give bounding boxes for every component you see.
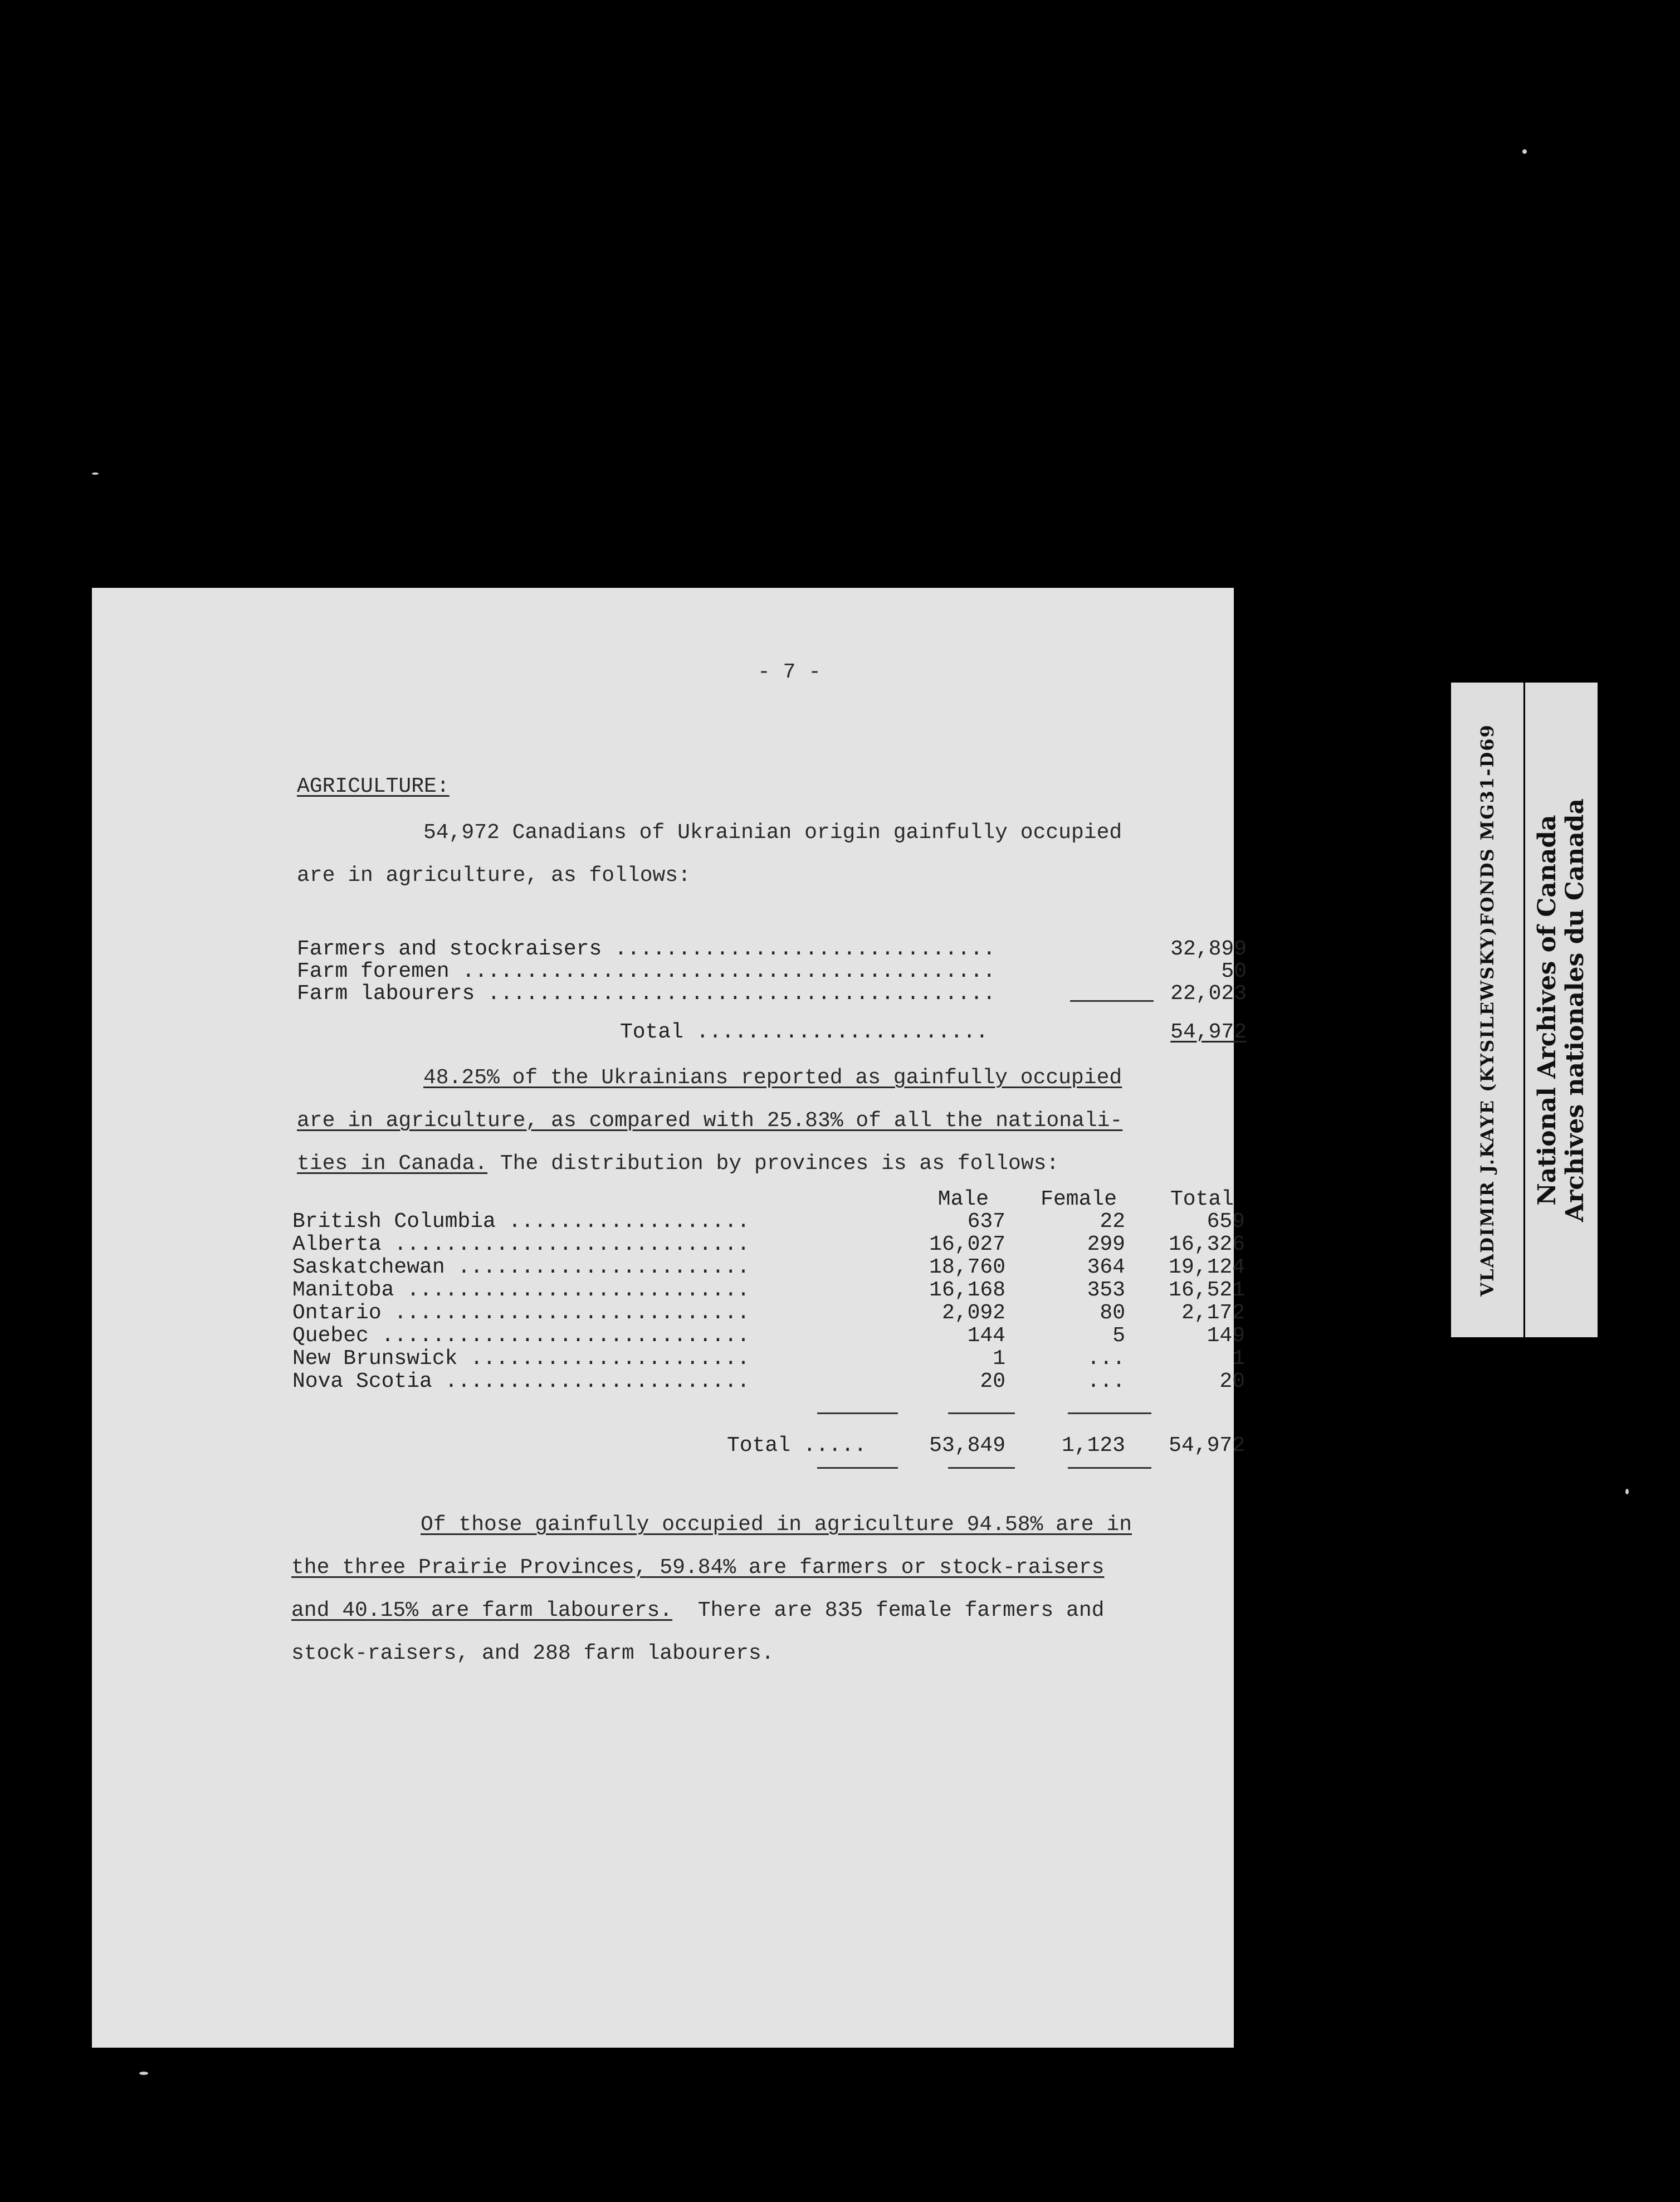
province-total-row (292, 1435, 1245, 1457)
female-count: 5 (1112, 1324, 1125, 1348)
province-row (292, 1348, 1245, 1370)
header-male: Male (937, 1187, 989, 1211)
female-count: ... (1087, 1370, 1125, 1394)
total-count: 149 (1207, 1324, 1245, 1348)
para3-line-2: the three Prairie Provinces, 59.84% are farmers or stock-raisers (291, 1556, 1105, 1580)
male-double-rule (817, 1467, 898, 1472)
page-number: - 7 - (758, 660, 822, 684)
male-count: 16,168 (929, 1278, 1005, 1302)
farm-total-label: Total ....................... (620, 1020, 989, 1044)
farm-row (297, 961, 1247, 983)
province-row (292, 1302, 1245, 1324)
para3-line-3-rest: There are 835 female farmers and (672, 1599, 1105, 1623)
province-name: Nova Scotia ........................ (292, 1370, 750, 1394)
total-count: 19,124 (1169, 1255, 1245, 1279)
total-double-rule (1068, 1467, 1151, 1472)
para2-line-3-underlined: ties in Canada. (297, 1152, 488, 1176)
section-heading: AGRICULTURE: (297, 774, 450, 798)
male-count: 20 (980, 1370, 1005, 1394)
archives-label (1534, 798, 1589, 1221)
province-total-label: Total ..... (727, 1434, 867, 1458)
province-total-female: 1,123 (1061, 1434, 1125, 1458)
header-female: Female (1041, 1187, 1117, 1211)
female-count: 364 (1087, 1255, 1125, 1279)
intro-line-2: are in agriculture, as follows: (297, 864, 691, 888)
para2-line-3-rest: The distribution by provinces is as follows: (487, 1152, 1059, 1176)
female-count: ... (1087, 1347, 1125, 1371)
para2-line-1: 48.25% of the Ukrainians reported as gainfully occupied (423, 1066, 1122, 1090)
film-speck (139, 2072, 148, 2075)
farm-row (297, 983, 1247, 1005)
para3-line-3-underlined: and 40.15% are farm labourers. (291, 1599, 673, 1623)
para2-line-2: are in agriculture, as compared with 25.83% of all the nationali- (297, 1109, 1123, 1133)
province-name: Quebec ............................. (292, 1324, 750, 1348)
film-speck (92, 472, 99, 475)
male-count: 2,092 (941, 1301, 1005, 1325)
male-count: 18,760 (929, 1255, 1005, 1279)
farm-total-value: 54,972 (1170, 1020, 1247, 1044)
para3-line-3 (291, 1599, 1104, 1623)
male-count: 16,027 (929, 1232, 1005, 1256)
archives-label-fr: Archives nationales du Canada (1561, 798, 1589, 1222)
total-count: 16,326 (1169, 1232, 1245, 1256)
farm-row-value: 50 (1221, 959, 1247, 983)
province-row (292, 1211, 1245, 1233)
header-total: Total (1170, 1187, 1234, 1211)
female-sum-rule (948, 1412, 1015, 1414)
province-name: Manitoba ........................... (292, 1278, 750, 1302)
farm-row-label: Farm labourers ........................................ (297, 982, 996, 1006)
farm-total-rule (1070, 1000, 1154, 1002)
archives-label-en: National Archives of Canada (1533, 815, 1561, 1206)
female-double-rule (948, 1467, 1015, 1472)
total-count: 2,172 (1181, 1301, 1245, 1325)
total-count: 16,521 (1169, 1278, 1245, 1302)
document-page (92, 588, 1247, 2048)
total-count: 1 (1232, 1347, 1245, 1371)
male-count: 637 (967, 1210, 1005, 1234)
province-total-male: 53,849 (929, 1434, 1005, 1458)
province-table-header (292, 1188, 1245, 1211)
para3-line-1: Of those gainfully occupied in agriculture 94.58% are in (421, 1513, 1132, 1537)
farm-total-row (297, 1021, 1247, 1044)
total-count: 20 (1219, 1370, 1245, 1394)
fonds-label-tab (1451, 683, 1523, 1337)
province-row (292, 1371, 1245, 1393)
farm-row (297, 938, 1247, 961)
total-sum-rule (1068, 1412, 1151, 1414)
para2-line-3 (297, 1152, 1059, 1176)
farm-row-value: 32,899 (1170, 937, 1247, 961)
province-total-total: 54,972 (1169, 1434, 1245, 1458)
film-speck (1625, 1489, 1629, 1494)
province-row (292, 1325, 1245, 1347)
province-name: New Brunswick ...................... (292, 1347, 750, 1371)
archives-label-tab (1525, 683, 1598, 1337)
farm-row-value: 22,023 (1170, 982, 1247, 1006)
female-count: 353 (1087, 1278, 1125, 1302)
male-count: 1 (993, 1347, 1005, 1371)
province-row (292, 1234, 1245, 1256)
male-count: 144 (967, 1324, 1005, 1348)
film-speck (1522, 149, 1527, 154)
province-name: Saskatchewan ....................... (292, 1255, 750, 1279)
male-sum-rule (817, 1412, 898, 1414)
province-name: British Columbia ................... (292, 1210, 750, 1234)
fonds-label: VLADIMIR J.KAYE (KYSILEWSKY)FONDS MG31-D69 (1477, 723, 1498, 1297)
farm-row-label: Farm foremen .......................................... (297, 959, 996, 983)
province-row (292, 1279, 1245, 1302)
farm-row-label: Farmers and stockraisers .............................. (297, 937, 996, 961)
province-row (292, 1256, 1245, 1279)
province-name: Alberta ............................ (292, 1232, 750, 1256)
female-count: 80 (1100, 1301, 1125, 1325)
para3-line-4: stock-raisers, and 288 farm labourers. (291, 1641, 774, 1665)
female-count: 22 (1100, 1210, 1125, 1234)
province-name: Ontario ............................ (292, 1301, 750, 1325)
total-count: 659 (1207, 1210, 1245, 1234)
intro-line-1: 54,972 Canadians of Ukrainian origin gainfully occupied (423, 821, 1122, 845)
female-count: 299 (1087, 1232, 1125, 1256)
